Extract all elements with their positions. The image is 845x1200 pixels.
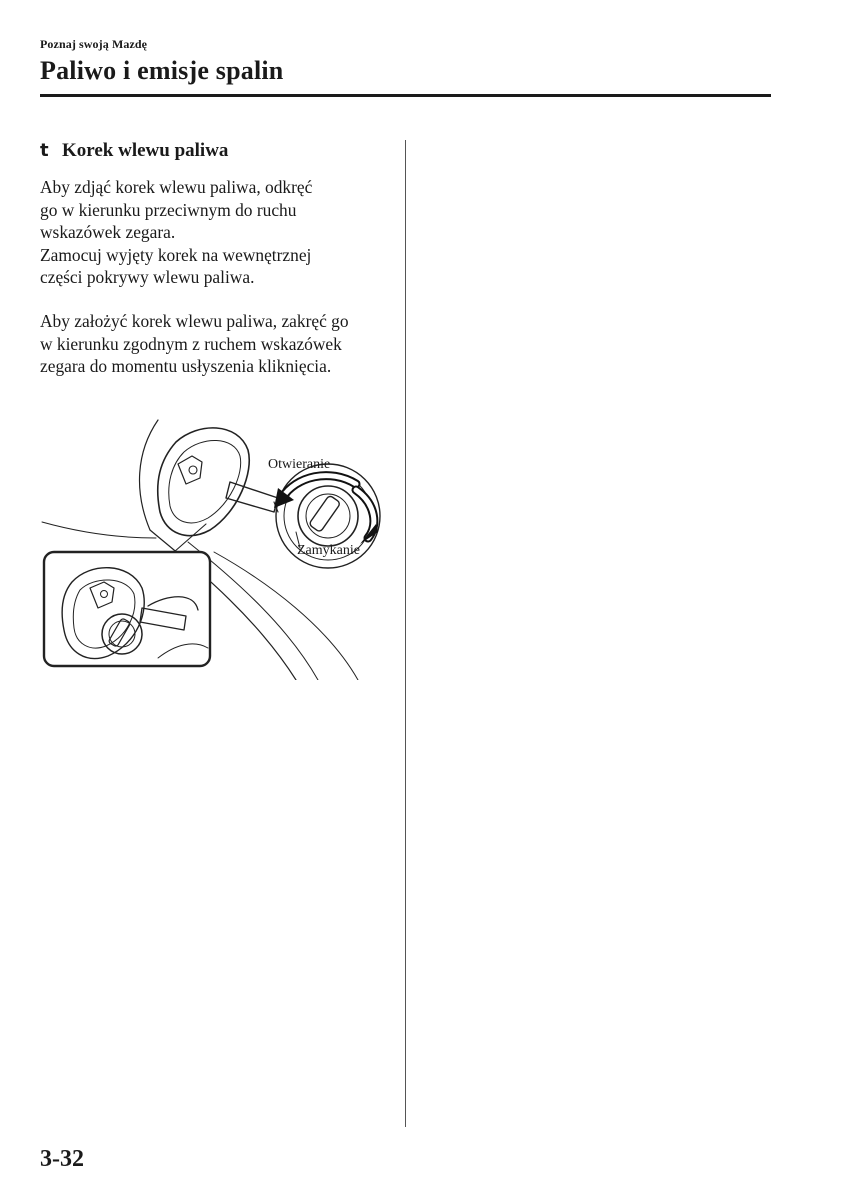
column-divider	[405, 140, 406, 1127]
opening-label: Otwieranie	[268, 457, 331, 472]
paragraph-line: w kierunku zgodnym z ruchem wskazówek	[40, 333, 342, 354]
removal-instructions	[40, 176, 390, 289]
page-number: 3-32	[40, 1146, 84, 1172]
paragraph-line: Aby założyć korek wlewu paliwa, zakręć go	[40, 311, 349, 331]
paragraph-line: Zamocuj wyjęty korek na wewnętrznej	[40, 244, 312, 265]
installation-instructions	[40, 310, 390, 378]
paragraph-line: wskazówek zegara.	[40, 222, 176, 243]
breadcrumb: Poznaj swoją Mazdę	[40, 37, 148, 51]
closing-label: Zamykanie	[297, 543, 360, 558]
paragraph-line: Aby zdjąć korek wlewu paliwa, odkręć	[40, 177, 313, 197]
section-heading	[40, 140, 228, 162]
paragraph-line: go w kierunku przeciwnym do ruchu	[40, 199, 297, 220]
paragraph-line: części pokrywy wlewu paliwa.	[40, 267, 255, 288]
section-bullet: t	[40, 140, 49, 161]
title-rule	[40, 94, 771, 97]
section-heading-text: Korek wlewu paliwa	[62, 140, 229, 161]
page-title: Paliwo i emisje spalin	[40, 56, 284, 85]
paragraph-line: zegara do momentu usłyszenia kliknięcia.	[40, 356, 332, 377]
